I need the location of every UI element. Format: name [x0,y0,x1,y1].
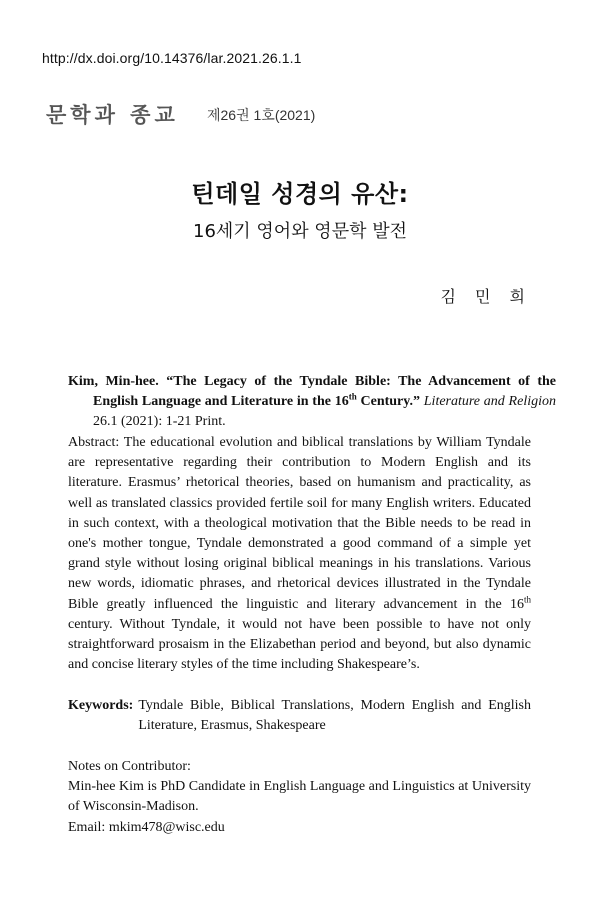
contributor-bio: Min-hee Kim is PhD Candidate in English Language and Linguistics at University of Wisconsin-Madison. [68,779,531,815]
citation-journal: Literature and Religion [423,394,556,410]
abstract-ordinal-suffix: th [523,593,531,604]
citation-after-suffix: Century.” [356,394,420,410]
citation-lead-text: Kim, Min-hee. “The Legacy of the Tyndale Bible: The Advancement of the English Language and Literature in the 16 [68,374,556,410]
abstract [68,433,531,675]
keywords [68,696,531,736]
keywords-label: Keywords: [68,698,134,713]
contributor-notes [68,757,531,838]
notes-heading: Notes on Contributor: [68,759,191,774]
keywords-text: Tyndale Bible, Biblical Translations, Modern English and English Literature, Erasmus, Shakespeare [138,698,531,734]
paper-subtitle: 16세기 영어와 영문학 발전 [193,221,407,242]
doi-link[interactable]: http://dx.doi.org/10.14376/lar.2021.26.1.1 [42,50,302,66]
contributor-email[interactable]: Email: mkim478@wisc.edu [68,819,225,835]
citation [68,372,556,433]
paper-title: 틴데일 성경의 유산: [191,180,409,208]
abstract-text-part1: Abstract: The educational evolution and biblical translations by William Tyndale are representative regarding their contribution to Modern English and its literature. Erasmus’ rhetorical theories, based on humanism and practicality, as well as translated classics provided fertile soil for many English writers. Educated in such context, with a theological motivation that the Bible needs to be read in one's mother tongue, Tyndale demonstrated a good command of a simple yet grand style without losing original biblical meanings in his translations. Various new words, idiomatic phrases, and rhetorical devices illustrated in the Tyndale Bible greatly influenced the linguistic and literary advancement in the 16 [68,435,531,612]
journal-logo: 문학과 종교 [46,103,179,127]
citation-ordinal-suffix: th [348,391,357,402]
author-name: 김 민 희 [440,287,532,306]
citation-volume: 26.1 (2021): 1-21 Print. [93,414,226,430]
abstract-text-part2: century. Without Tyndale, it would not have been possible to have not only straightforward prosaism in the Elizabethan period and beyond, but also dynamic and concise literary styles of the time including Shakespeare’s. [68,616,531,673]
journal-issue: 제26권 1호(2021) [207,107,316,123]
